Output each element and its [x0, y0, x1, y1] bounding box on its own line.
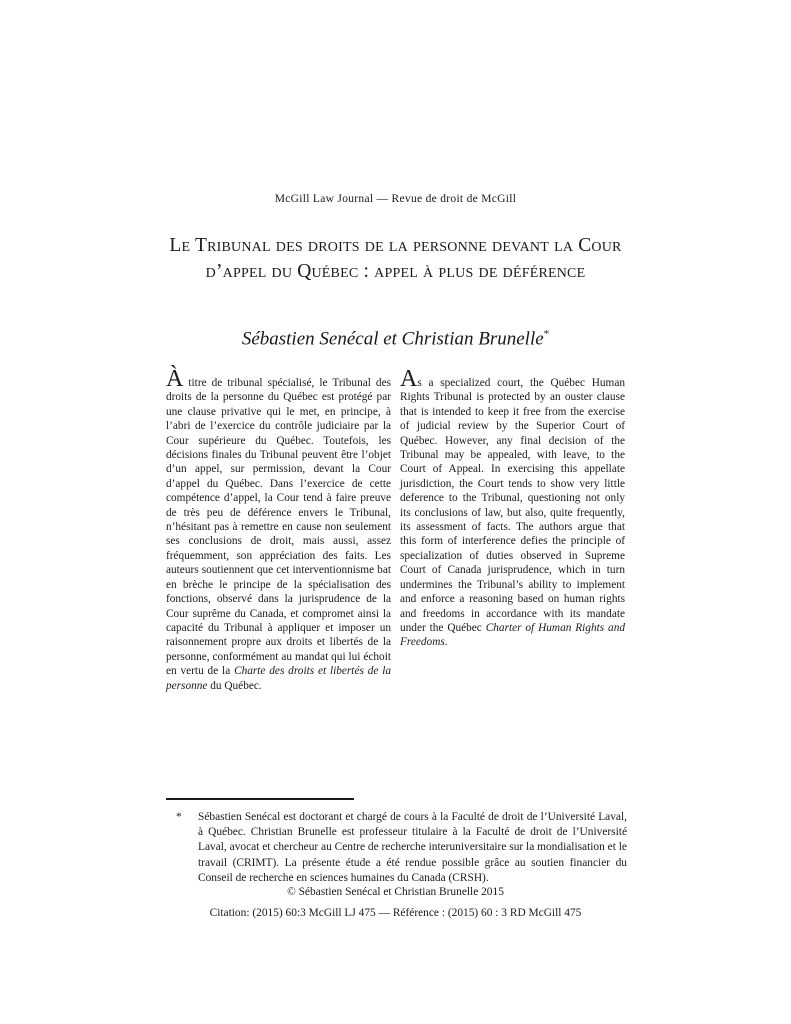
abstract-fr-text: titre de tribunal spécialisé, le Tribunal des droits de la personne du Québec est protégé par une clause privative qui le met, en principe, à l’abri de l’exercice du contrôle judiciaire par la Cour supérieure du Québec. Toutefois, les décisions finales du Tribunal peuvent être l’objet d’un appel, sur permission, devant la Cour d’appel du Québec. Dans l’exercice de cette compétence d’appel, la Cour tend à faire preuve de très peu de déférence envers le Tribunal, n’hésitant pas à remettre en cause non seulement ses conclusions de droit, mais aussi, assez fréquemment, son appréciation des faits. Les auteurs soutiennent que cet interventionnisme bat en brèche le principe de la spécialisation des fonctions, observé dans la jurisprudence de la Cour suprême du Canada, et compromet ainsi la capacité du Tribunal à appliquer et imposer un raisonnement propre aux droits et libertés de la personne, conformément au mandat qui lui échoit en vertu de la [166, 377, 391, 678]
abstract-french [166, 366, 391, 693]
abstract-english [400, 366, 625, 650]
article-authors [0, 328, 791, 350]
abstract-en-tail: . [444, 636, 448, 649]
footnote-text: Sébastien Senécal est doctorant et chargé de cours à la Faculté de droit de l’Université Laval, à Québec. Christian Brunelle est professeur titulaire à la Faculté de droit de l’Université Laval, avocat et chercheur au Centre de recherche interuniversitaire sur la mondialisation et le travail (CRIMT). La présente étude a été rendue possible grâce au soutien financier du Conseil de recherche en sciences humaines du Canada (CRSH). [198, 811, 627, 884]
footnote-divider [166, 798, 354, 800]
abstract-en-charter: Charter of Human Rights and Freedoms [400, 621, 625, 649]
article-title: Le Tribunal des droits de la personne devant la Cour d’appel du Québec : appel à plus de déférence [169, 235, 622, 282]
abstract-fr-dropcap: À [166, 366, 184, 392]
abstract-fr-tail: du Québec. [207, 679, 262, 692]
footnote [176, 810, 627, 886]
journal-header: McGill Law Journal — Revue de droit de McGill [274, 193, 517, 205]
abstract-en-dropcap: A [400, 366, 418, 392]
abstract-en-text: s a specialized court, the Québec Human Rights Tribunal is protected by an ouster clause that is intended to keep it free from the exercise of judicial review by the Superior Court of Québec. However, any final decision of the Tribunal may be appealed, with leave, to the Court of Appeal. In exercising this appellate jurisdiction, the Court tends to show very little deference to the Tribunal, questioning not only its conclusions of law, but also, quite frequently, its assessment of facts. The authors argue that this form of interference defies the principle of specialization of duties observed in Supreme Court of Canada jurisprudence, which in turn undermines the Tribunal’s ability to implement and enforce a reasoning based on human rights and freedoms in accordance with its mandate under the Québec [400, 377, 625, 634]
footnote-mark: * [176, 811, 182, 823]
author-footnote-mark: * [543, 328, 550, 340]
copyright-line: © Sébastien Senécal et Christian Brunelle 2015 [287, 886, 504, 898]
abstract-fr-charter: Charte des droits et libertés de la personne [166, 665, 391, 692]
author-names: Sébastien Senécal et Christian Brunelle [241, 328, 544, 350]
citation-line: Citation: (2015) 60:3 McGill LJ 475 — Référence : (2015) 60 : 3 RD McGill 475 [209, 907, 582, 919]
